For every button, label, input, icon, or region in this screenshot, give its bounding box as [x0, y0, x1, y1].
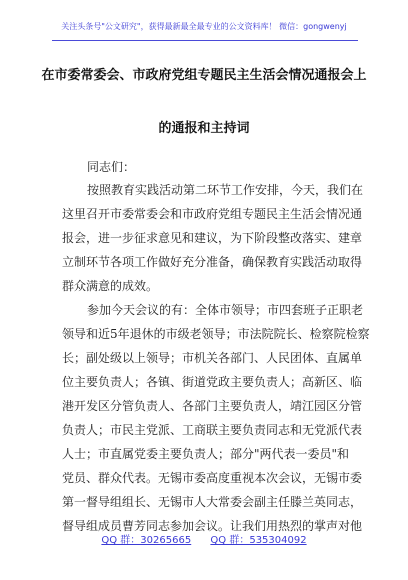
- paragraph-line: 督导组成员曹芳同志参加会议。让我们用热烈的掌声对他: [62, 519, 363, 533]
- paragraph-line: 位主要负责人；各镇、街道党政主要负责人；高新区、临: [62, 375, 363, 389]
- paragraph-line: 领导和近5年退休的市级老领导；市法院院长、检察院检察: [62, 327, 370, 341]
- footer-bar: [0, 531, 408, 546]
- document-title: 在市委常委会、市政府党组专题民主生活会情况通报会上: [41, 68, 367, 83]
- paragraph-line: 立制环节各项工作做好充分准备，确保教育实践活动取得: [62, 255, 363, 269]
- paragraph-line: 长；副处级以上领导；市机关各部门、人民团体、直属单: [62, 351, 363, 365]
- qq-group-link-2[interactable]: QQ 群：535304092: [210, 535, 307, 546]
- paragraph-line: 报会，进一步征求意见和建议，为下阶段整改落实、建章: [62, 231, 363, 245]
- document-subtitle: 的通报和主持词: [158, 121, 250, 136]
- paragraph-line: 人士；市直属党委主要负责人；部分"两代表一委员"和: [62, 447, 350, 461]
- paragraph-line: 按照教育实践活动第二环节工作安排，今天，我们在: [87, 183, 364, 197]
- paragraph-line: 第一督导组组长、无锡市人大常委会副主任滕兰英同志，: [62, 495, 363, 509]
- header-divider: [52, 40, 358, 41]
- paragraph-line: 港开发区分管负责人、各部门主要负责人，靖江园区分管: [62, 399, 363, 413]
- salutation: 同志们：: [87, 160, 136, 174]
- paragraph-line: 这里召开市委常委会和市政府党组专题民主生活会情况通: [62, 207, 363, 221]
- header-banner: 关注头条号"公文研究"，获得最新最全最专业的公文资料库！ 微信：gongwenyj: [61, 22, 347, 31]
- paragraph-line: 参加今天会议的有：全体市领导；市四套班子正职老: [87, 303, 364, 317]
- paragraph-line: 负责人；市民主党派、工商联主要负责同志和无党派代表: [62, 423, 363, 437]
- paragraph-line: 党员、群众代表。无锡市委高度重视本次会议，无锡市委: [62, 471, 363, 485]
- paragraph-line: 群众满意的成效。: [62, 279, 159, 293]
- qq-group-link-1[interactable]: QQ 群：30265665: [101, 535, 192, 546]
